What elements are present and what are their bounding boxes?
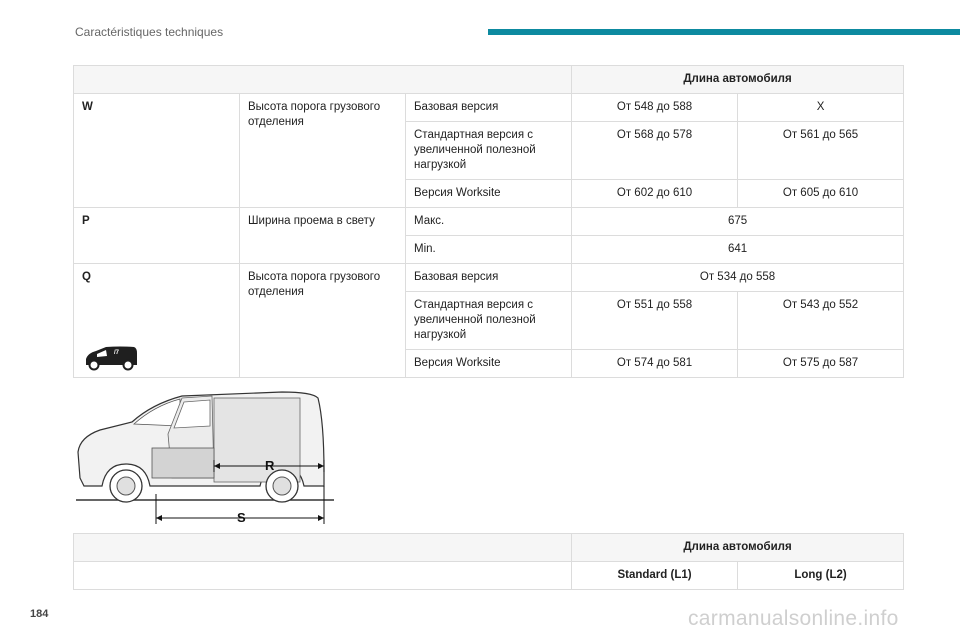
length-header: Длина автомобиля [572, 534, 904, 562]
version-label: Базовая версия [406, 94, 572, 122]
van-icon [80, 345, 140, 371]
value-l2: От 575 до 587 [738, 350, 904, 378]
header-empty-cell [74, 534, 572, 562]
value-l1: От 551 до 558 [572, 292, 738, 350]
table-row [74, 264, 904, 292]
spec-table-length [73, 533, 904, 590]
value-l2: X [738, 94, 904, 122]
value-l1: От 574 до 581 [572, 350, 738, 378]
dimension-label: Высота порога грузового отделения [240, 94, 406, 208]
table-header-row [74, 534, 904, 562]
value-l1: От 568 до 578 [572, 122, 738, 180]
spec-table-thresholds [73, 65, 904, 378]
table-row [74, 94, 904, 122]
table-header-row [74, 66, 904, 94]
value-l2: От 543 до 552 [738, 292, 904, 350]
dimension-label-r: R [265, 458, 275, 473]
version-label: Версия Worksite [406, 350, 572, 378]
dimension-label-s: S [237, 510, 246, 525]
dimension-code: Q [74, 264, 240, 378]
version-label: Стандартная версия с увеличенной полезной нагрузкой [406, 292, 572, 350]
header-empty-cell [74, 66, 572, 94]
table-subheader-row [74, 562, 904, 590]
value-l2: От 605 до 610 [738, 180, 904, 208]
version-label: Базовая версия [406, 264, 572, 292]
version-label: Стандартная версия с увеличенной полезной нагрузкой [406, 122, 572, 180]
dimension-label: Высота порога грузового отделения [240, 264, 406, 378]
value-combined: От 534 до 558 [572, 264, 904, 292]
page-number: 184 [30, 608, 49, 620]
value-combined: 675 [572, 208, 904, 236]
value-combined: 641 [572, 236, 904, 264]
value-l1: От 602 до 610 [572, 180, 738, 208]
version-label: Макс. [406, 208, 572, 236]
value-l1: От 548 до 588 [572, 94, 738, 122]
length-header: Длина автомобиля [572, 66, 904, 94]
dimension-label: Ширина проема в свету [240, 208, 406, 264]
van-side-diagram [72, 382, 337, 525]
watermark: carmanualsonline.info [688, 607, 899, 630]
header-accent-bar [488, 29, 960, 35]
value-l2: От 561 до 565 [738, 122, 904, 180]
column-l1-header: Standard (L1) [572, 562, 738, 590]
subheader-empty-cell [74, 562, 572, 590]
svg-text:/7: /7 [114, 350, 120, 356]
header-title: Caractéristiques techniques [75, 25, 224, 39]
version-label: Версия Worksite [406, 180, 572, 208]
version-label: Min. [406, 236, 572, 264]
column-l2-header: Long (L2) [738, 562, 904, 590]
dimension-code: W [74, 94, 240, 208]
dimension-code: P [74, 208, 240, 264]
table-row [74, 208, 904, 236]
